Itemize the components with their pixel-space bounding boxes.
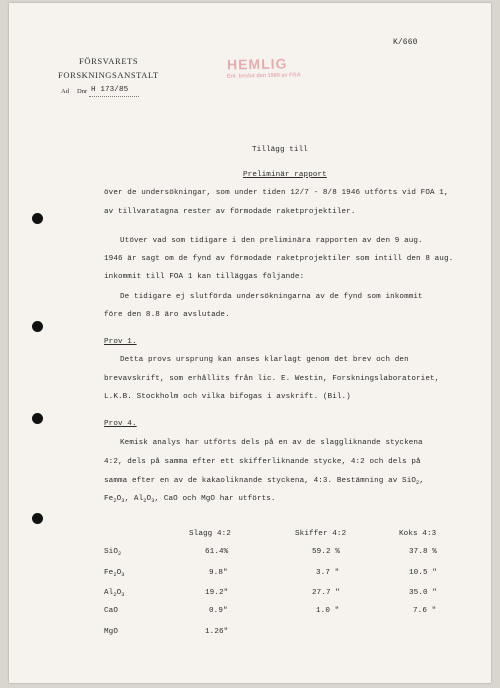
prov4-line4 bbox=[104, 495, 276, 503]
table-cell: 7.6 " bbox=[413, 607, 437, 615]
dnr-label: Dnr bbox=[77, 88, 88, 95]
table-cell: 3.7 " bbox=[316, 569, 340, 577]
table-row-label: MgO bbox=[104, 628, 118, 636]
table-row-label: SiO$_2$ bbox=[104, 548, 122, 557]
reference-number: K/660 bbox=[393, 38, 418, 47]
table-header-skiffer: Skiffer 4:2 bbox=[295, 530, 347, 538]
prov1-line3: L.K.B. Stockholm och vilka bifogas i avskrift. (Bil.) bbox=[104, 393, 351, 401]
prov1-line1: Detta provs ursprung kan anses klarlagt genom det brev och den bbox=[120, 356, 409, 364]
table-header-slagg: Slagg 4:2 bbox=[189, 530, 231, 538]
table-cell: 27.7 " bbox=[312, 589, 340, 597]
prov4-line2: 4:2, dels på samma efter ett skifferliknande stycke, 4:2 och dels på bbox=[104, 458, 421, 466]
table-cell: 1.26" bbox=[205, 628, 229, 636]
table-cell: 9.8" bbox=[209, 569, 228, 577]
dnr-underline bbox=[89, 96, 139, 97]
para3-line1: De tidigare ej slutförda undersökningarna av de fynd som inkommit bbox=[120, 293, 423, 301]
intro-line2: av tillvaratagna rester av förmodade raketprojektiler. bbox=[104, 208, 356, 216]
table-row-label: CaO bbox=[104, 607, 118, 615]
table-cell: 59.2 % bbox=[312, 548, 340, 556]
table-cell: 10.5 " bbox=[409, 569, 437, 577]
table-cell: 1.0 " bbox=[316, 607, 340, 615]
prov4-line4-text: $Fe_2O_3$, $Al_2O_3$, CaO och MgO har utförts. bbox=[104, 495, 276, 504]
prov4-line3-comma: , bbox=[419, 477, 424, 485]
classification-stamp: HEMLIG bbox=[226, 55, 288, 73]
prov1-heading: Prov 1. bbox=[104, 338, 137, 346]
table-cell: 35.0 " bbox=[409, 589, 437, 597]
document-page bbox=[9, 3, 491, 683]
table-row-label: $Al_2O_3$ bbox=[104, 589, 125, 598]
prov4-line3-sub: 2 bbox=[416, 480, 420, 486]
dnr-value: H 173/85 bbox=[91, 86, 129, 94]
prov4-line3 bbox=[104, 477, 424, 485]
title-line1: Tillägg till bbox=[252, 146, 308, 154]
table-header-koks: Koks 4:3 bbox=[399, 530, 437, 538]
punch-hole bbox=[32, 321, 43, 332]
table-cell: 0.9" bbox=[209, 607, 228, 615]
punch-hole bbox=[32, 513, 43, 524]
title-line2: Preliminär rapport bbox=[243, 171, 327, 179]
table-row-label: $Fe_2O_3$ bbox=[104, 569, 125, 578]
org-name-line1: FÖRSVARETS bbox=[79, 56, 139, 66]
table-cell: 19.2" bbox=[205, 589, 229, 597]
prov4-line3-text: samma efter en av de kakaoliknande styckena, 4:3. Bestämning av SiO bbox=[104, 477, 417, 485]
para3-line2: före den 8.8 äro avslutade. bbox=[104, 311, 230, 319]
prov1-line2: brevavskrift, som erhållits från lic. E. Westin, Forskningslaboratoriet, bbox=[104, 375, 440, 383]
para2-line2: 1946 är sagt om de fynd av förmodade raketprojektiler som intill den 8 aug. bbox=[104, 255, 454, 263]
org-name-line2: FORSKNINGSANSTALT bbox=[58, 70, 159, 80]
ad-label: Ad bbox=[61, 88, 69, 95]
table-cell: 37.8 % bbox=[409, 548, 437, 556]
intro-line1: över de undersökningar, som under tiden 12/7 - 8/8 1946 utförts vid FOA 1, bbox=[104, 189, 449, 197]
para2-line3: inkommit till FOA 1 kan tilläggas följande: bbox=[104, 273, 305, 281]
punch-hole bbox=[32, 213, 43, 224]
punch-hole bbox=[32, 413, 43, 424]
para2-line1: Utöver vad som tidigare i den preliminära rapporten av den 9 aug. bbox=[120, 237, 423, 245]
classification-stamp-note: Enl. beslut den 1985 av FOA bbox=[226, 72, 301, 80]
prov4-line1: Kemisk analys har utförts dels på en av de slaggliknande styckena bbox=[120, 439, 423, 447]
table-cell: 61.4% bbox=[205, 548, 229, 556]
prov4-heading: Prov 4. bbox=[104, 420, 137, 428]
